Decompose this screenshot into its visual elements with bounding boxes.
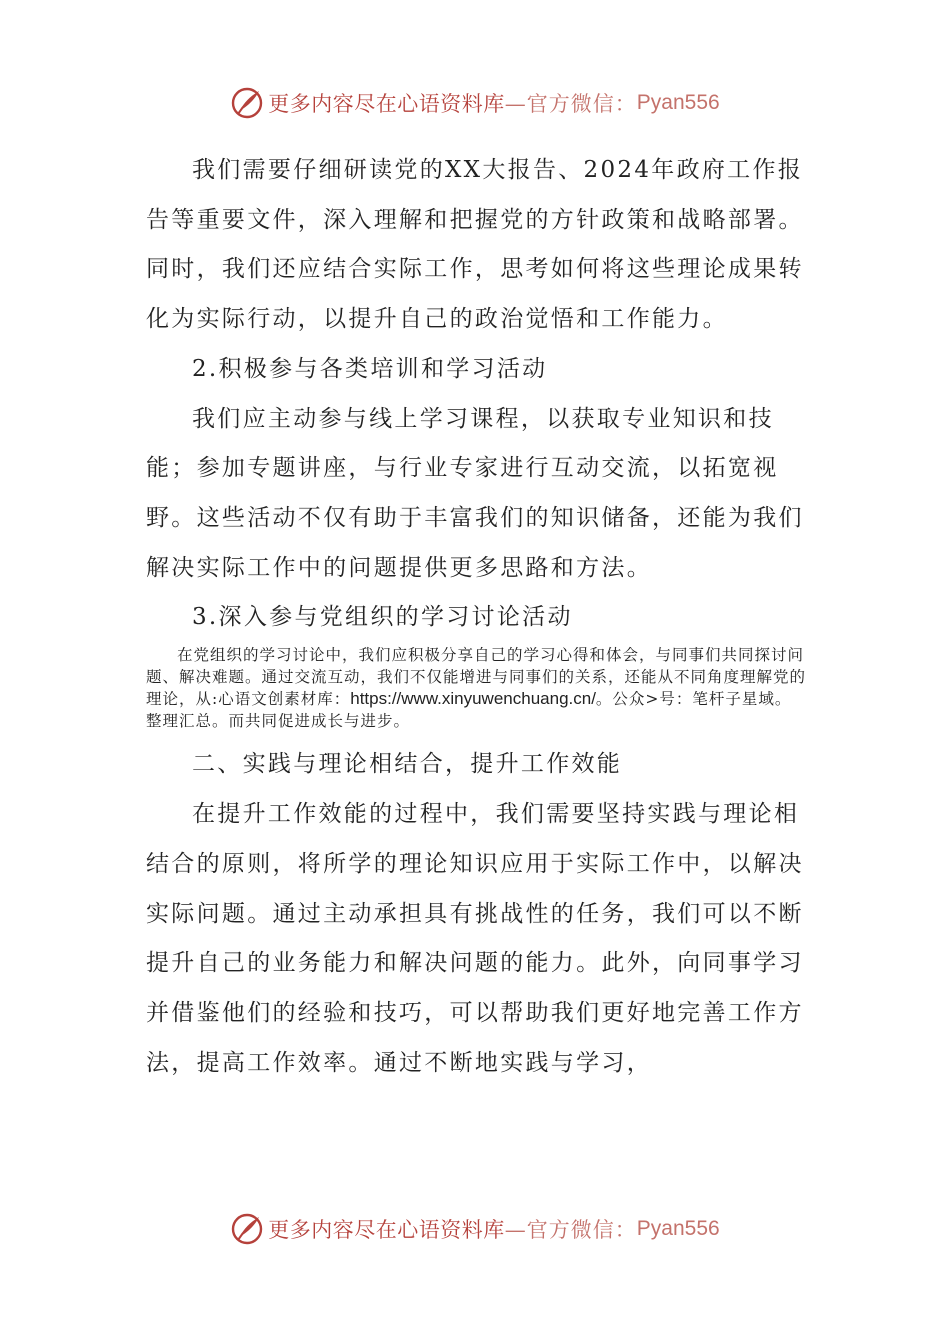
banner-wechat-id: Pyan556	[636, 91, 720, 114]
paragraph-study-reports: 我们需要仔细研读党的XX大报告、2024年政府工作报告等重要文件，深入理解和把握党的方针政策和战略部署。同时，我们还应结合实际工作，思考如何将这些理论成果转化为实际行动，以提升自己的政治觉悟和工作能力。	[146, 157, 804, 333]
quill-logo-icon	[230, 86, 264, 120]
document-body	[146, 146, 806, 1088]
paragraph-party-discussion-part-a: 在党组织的学习讨论中，我们应积极分享自己的学习心得和体会，与同事们共同探讨问题、解决难题。通过交流互动，我们不仅能增进与同事们的关系，还能从不同角度理解党的理论，从:心语文创素材库：	[146, 646, 807, 709]
banner-brand-text: 更多内容尽在心语资料库	[268, 92, 505, 116]
banner-official-label: —官方微信：	[504, 1218, 637, 1242]
paragraph-training: 我们应主动参与线上学习课程，以获取专业知识和技能；参加专题讲座，与行业专家进行互动交流，以拓宽视野。这些活动不仅有助于丰富我们的知识储备，还能为我们解决实际工作中的问题提供更多思路和方法。	[146, 405, 804, 581]
heading-training-activities: 2.积极参与各类培训和学习活动	[192, 355, 548, 382]
paragraph-party-discussion	[146, 645, 806, 732]
source-url-link[interactable]: https://www.xinyuwenchuang.cn/	[350, 689, 596, 709]
paragraph-party-discussion-part-b: 。公众>号：笔杆子星域。整理汇总。而共同促进成长与进步。	[146, 690, 792, 730]
banner-brand-text: 更多内容尽在心语资料库	[268, 1218, 505, 1242]
banner-official-label: —官方微信：	[504, 92, 637, 116]
banner-wechat-id: Pyan556	[636, 1217, 720, 1240]
heading-practice-theory: 二、实践与理论相结合，提升工作效能	[192, 751, 623, 778]
heading-party-discussion: 3.深入参与党组织的学习讨论活动	[192, 604, 573, 631]
footer-banner	[0, 1212, 950, 1246]
paragraph-work-efficiency: 在提升工作效能的过程中，我们需要坚持实践与理论相结合的原则，将所学的理论知识应用于实际工作中，以解决实际问题。通过主动承担具有挑战性的任务，我们可以不断提升自己的业务能力和解决问题的能力。此外，向同事学习并借鉴他们的经验和技巧，可以帮助我们更好地完善工作方法，提高工作效率。通过不断地实践与学习，	[146, 801, 804, 1076]
quill-logo-icon	[230, 1212, 264, 1246]
header-banner	[0, 86, 950, 120]
